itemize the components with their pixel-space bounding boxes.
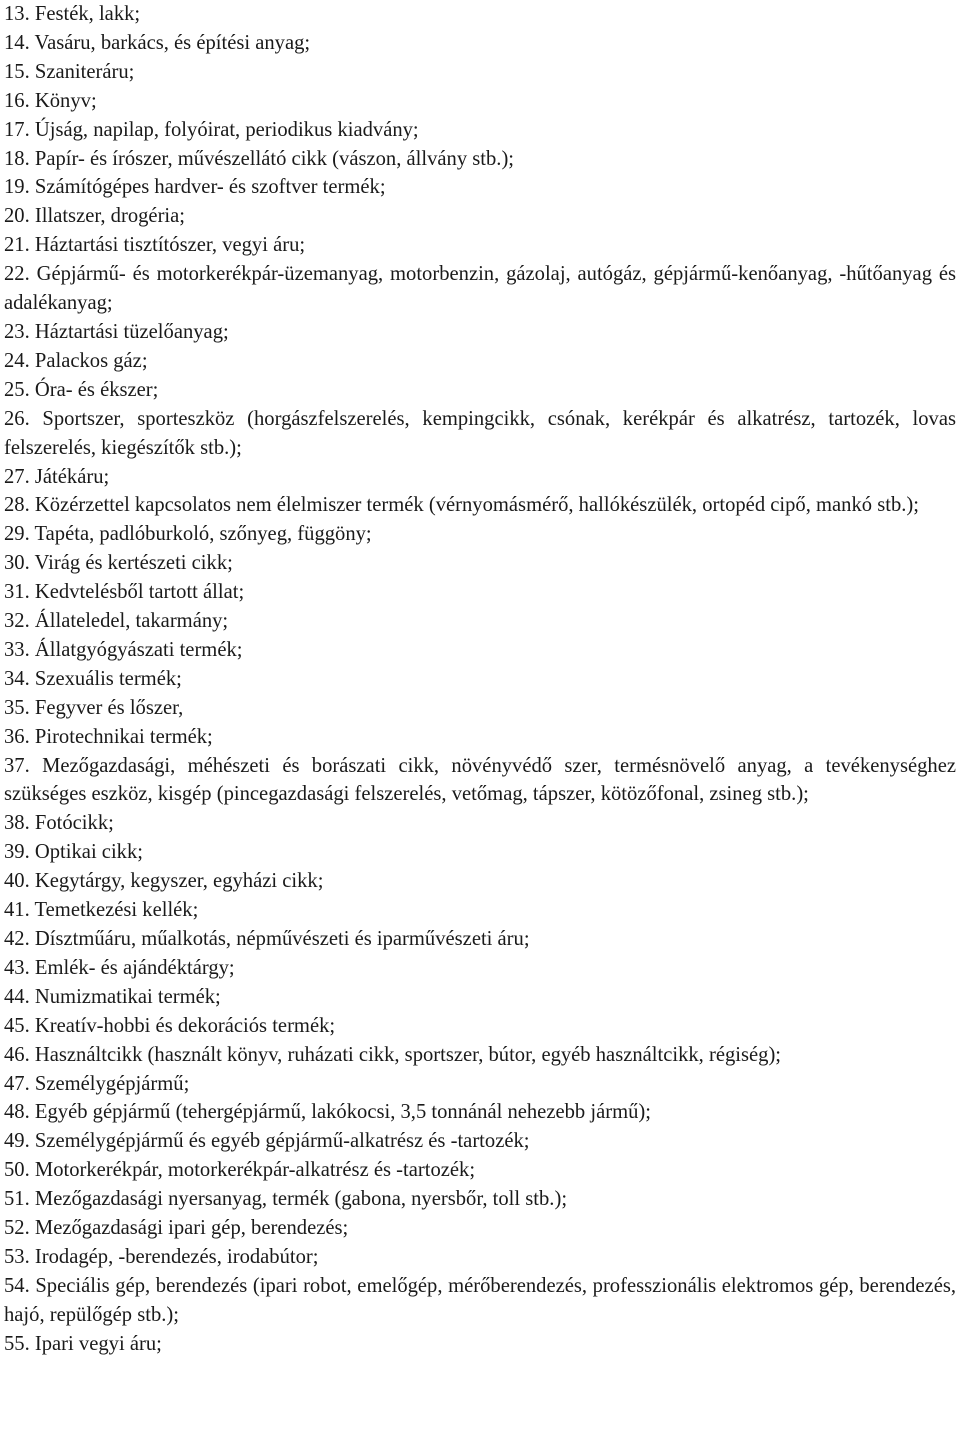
list-item: 37. Mezőgazdasági, méhészeti és borászati cikk, növényvédő szer, termésnövelő anyag, a tevékenységhez szükséges eszköz, kisgép (pincegazdasági felszerelés, vetőmag, tápszer, kötözőfonal, zsineg stb.); xyxy=(4,754,956,806)
list-item: 49. Személygépjármű és egyéb gépjármű-alkatrész és -tartozék; xyxy=(4,1130,530,1153)
list-item: 13. Festék, lakk; xyxy=(4,3,141,25)
list-item: 26. Sportszer, sporteszköz (horgászfelszerelés, kempingcikk, csónak, kerékpár és alkatrész, tartozék, lovas felszerelés, kiegészítők stb.); xyxy=(4,407,956,459)
list-item: 21. Háztartási tisztítószer, vegyi áru; xyxy=(4,234,306,257)
list-item: 45. Kreatív-hobbi és dekorációs termék; xyxy=(4,1014,336,1037)
list-item: 36. Pirotechnikai termék; xyxy=(4,725,213,748)
list-item: 44. Numizmatikai termék; xyxy=(4,985,221,1008)
list-item: 52. Mezőgazdasági ipari gép, berendezés; xyxy=(4,1217,349,1240)
list-item: 34. Szexuális termék; xyxy=(4,667,182,690)
list-item: 42. Dísztműáru, műalkotás, népművészeti és iparművészeti áru; xyxy=(4,928,530,950)
list-item: 51. Mezőgazdasági nyersanyag, termék (gabona, nyersbőr, toll stb.); xyxy=(4,1188,568,1211)
list-item: 15. Szaniteráru; xyxy=(4,60,135,83)
list-item: 27. Játékáru; xyxy=(4,465,110,488)
list-item: 35. Fegyver és lőszer, xyxy=(4,696,184,719)
list-item: 20. Illatszer, drogéria; xyxy=(4,205,186,228)
list-item: 33. Állatgyógyászati termék; xyxy=(4,638,243,661)
list-item: 50. Motorkerékpár, motorkerékpár-alkatrész és -tartozék; xyxy=(4,1159,476,1182)
list-item: 43. Emlék- és ajándéktárgy; xyxy=(4,956,235,979)
list-item: 16. Könyv; xyxy=(4,89,97,112)
list-item: 24. Palackos gáz; xyxy=(4,349,148,372)
list-item: 40. Kegytárgy, kegyszer, egyházi cikk; xyxy=(4,870,324,893)
list-item: 30. Virág és kertészeti cikk; xyxy=(4,552,233,575)
list-item: 53. Irodagép, -berendezés, irodabútor; xyxy=(4,1245,319,1268)
list-item: 18. Papír- és írószer, művészellátó cikk (vászon, állvány stb.); xyxy=(4,147,515,170)
list-item: 38. Fotócikk; xyxy=(4,812,114,835)
list-item: 55. Ipari vegyi áru; xyxy=(4,1332,162,1355)
list-item: 54. Speciális gép, berendezés (ipari robot, emelőgép, mérőberendezés, professzionális elektromos gép, berendezés, hajó, repülőgép stb.); xyxy=(4,1274,956,1326)
list-item: 14. Vasáru, barkács, és építési anyag; xyxy=(4,31,311,54)
list-item: 41. Temetkezési kellék; xyxy=(4,899,199,922)
list-item: 28. Közérzettel kapcsolatos nem élelmiszer termék (vérnyomásmérő, hallókészülék, ortopéd cipő, mankó stb.); xyxy=(4,494,919,517)
list-item: 23. Háztartási tüzelőanyag; xyxy=(4,320,229,343)
list-item: 19. Számítógépes hardver- és szoftver termék; xyxy=(4,176,386,199)
list-item: 17. Újság, napilap, folyóirat, periodikus kiadvány; xyxy=(4,118,419,141)
list-item: 22. Gépjármű- és motorkerékpár-üzemanyag, motorbenzin, gázolaj, autógáz, gépjármű-kenőanyag, -hűtőanyag és adalékanyag; xyxy=(4,263,956,315)
list-item: 25. Óra- és ékszer; xyxy=(4,378,159,401)
list-item: 29. Tapéta, padlóburkoló, szőnyeg, függöny; xyxy=(4,523,372,546)
list-item: 47. Személygépjármű; xyxy=(4,1072,190,1095)
list-item: 39. Optikai cikk; xyxy=(4,841,143,864)
document-body xyxy=(4,0,956,1359)
list-item: 46. Használtcikk (használt könyv, ruházati cikk, sportszer, bútor, egyéb használtcikk, régiség); xyxy=(4,1043,782,1066)
list-item: 48. Egyéb gépjármű (tehergépjármű, lakókocsi, 3,5 tonnánál nehezebb jármű); xyxy=(4,1101,651,1124)
list-item: 31. Kedvtelésből tartott állat; xyxy=(4,581,245,604)
list-item: 32. Állateledel, takarmány; xyxy=(4,610,229,633)
